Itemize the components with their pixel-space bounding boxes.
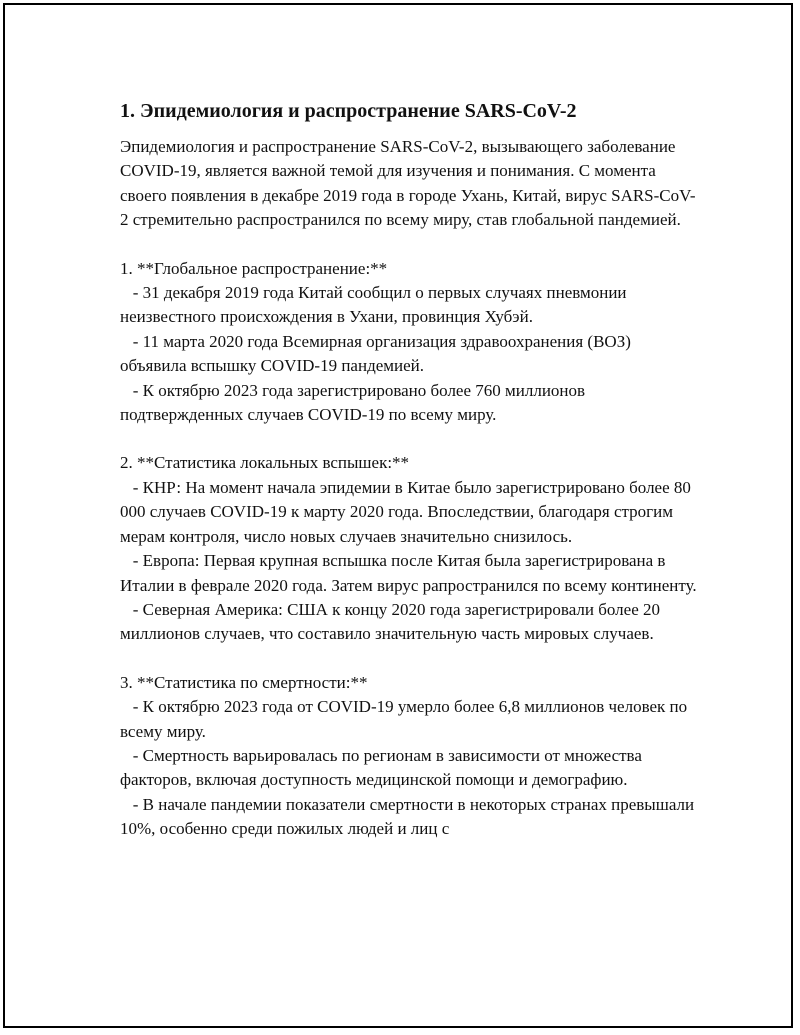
list-item: - 11 марта 2020 года Всемирная организация здравоохранения (ВОЗ) объявила вспышку COVID-19 пандемией. [120, 331, 636, 376]
list-item: - Северная Америка: США к концу 2020 года зарегистрировали более 20 миллионов случаев, что составило значительную часть мировых случаев. [120, 599, 665, 644]
section-heading: 2. **Статистика локальных вспышек:** [120, 453, 410, 473]
document-page [3, 3, 793, 1028]
list-item: - К октябрю 2023 года зарегистрировано более 760 миллионов подтвержденных случаев COVID-19 по всему миру. [120, 380, 590, 425]
list-item: - КНР: На момент начала эпидемии в Китае было зарегистрировано более 80 000 случаев COVID-19 к марту 2020 года. Впоследствии, благодаря строгим мерам контроля, число новых случаев значительно снизилось. [120, 477, 696, 546]
list-item: - К октябрю 2023 года от COVID-19 умерло более 6,8 миллионов человек по всему миру. [120, 697, 692, 741]
document-content [120, 97, 700, 842]
intro-paragraph: Эпидемиология и распространение SARS-CoV-2, вызывающего заболевание COVID-19, является важной темой для изучения и понимания. С момента своего появления в декабре 2019 года в городе Ухань, Китай, вирус SARS-CoV-2 стремительно распространился по всему миру, став глобальной пандемией. [120, 137, 696, 230]
section-mortality [120, 671, 700, 842]
section-heading: 3. **Статистика по смертности:** [120, 672, 368, 692]
section-local-outbreaks [120, 451, 700, 646]
section-global-spread [120, 257, 700, 428]
list-item: - В начале пандемии показатели смертности в некоторых странах превышали 10%, особенно среди пожилых людей и лиц с [120, 794, 699, 839]
list-item: - Смертность варьировалась по регионам в зависимости от множества факторов, включая доступность медицинской помощи и демографию. [120, 745, 647, 790]
section-heading: 1. **Глобальное распространение:** [120, 258, 388, 278]
document-title: 1. Эпидемиология и распространение SARS-CoV-2 [120, 100, 577, 122]
list-item: - 31 декабря 2019 года Китай сообщил о первых случаях пневмонии неизвестного происхождения в Ухани, провинция Хубэй. [120, 283, 631, 327]
list-item: - Европа: Первая крупная вспышка после Китая была зарегистрирована в Италии в феврале 2020 года. Затем вирус рапространился по всему континенту. [120, 551, 697, 595]
